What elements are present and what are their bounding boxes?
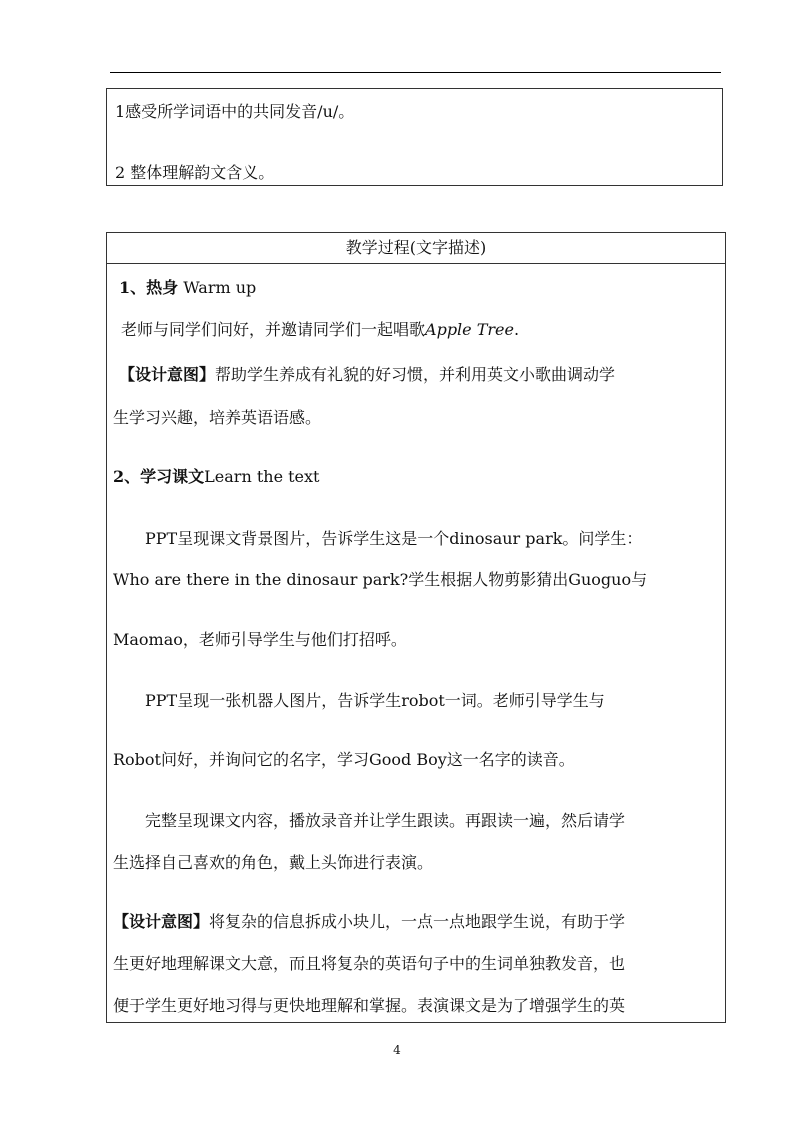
page-number: 4 [393,1043,401,1057]
learn-intent-line3: 便于学生更好地习得与更快地理解和掌握。表演课文是为了增强学生的英 [113,996,626,1015]
objective-item-1: 1感受所学词语中的共同发音/u/。 [115,102,355,121]
table-header: 教学过程(文字描述) [107,233,725,264]
learn-heading [113,464,319,487]
learn-intent-line2: 生更好地理解课文大意，而且将复杂的英语句子中的生词单独教发音，也 [113,954,626,973]
warmup-heading-num: 1、 [119,278,147,297]
warmup-intent-line2: 生学习兴趣，培养英语语感。 [113,408,322,427]
warmup-intent-line1 [119,362,615,385]
learn-heading-en: Learn the text [204,467,320,486]
learn-p1-line1: PPT呈现课文背景图片，告诉学生这是一个dinosaur park。问学生： [145,529,643,548]
song-title: Apple Tree [425,320,514,339]
learn-intent-text1: 将复杂的信息拆成小块儿，一点一点地跟学生说，有助于学 [209,912,626,931]
learn-heading-num: 2、 [113,467,141,486]
learn-heading-cn: 学习课文 [140,467,205,486]
header-rule [110,72,721,73]
warmup-text-pre: 老师与同学们问好，并邀请同学们一起唱歌 [121,320,426,339]
learn-p3-line1: 完整呈现课文内容，播放录音并让学生跟读。再跟读一遍，然后请学 [145,811,626,830]
warmup-intent-text1: 帮助学生养成有礼貌的好习惯，并利用英文小歌曲调动学 [215,365,616,384]
objective-item-2: 2 整体理解韵文含义。 [115,163,275,182]
learn-p2-line2: Robot问好，并询问它的名字，学习Good Boy这一名字的读音。 [113,750,575,769]
objectives-box [106,88,723,186]
warmup-heading-cn: 热身 [146,278,179,297]
learn-intent-line1 [113,909,625,932]
warmup-text-post: . [513,320,520,339]
teaching-process-table [106,232,726,1023]
learn-intent-label: 【设计意图】 [113,912,210,931]
learn-p1-line3: Maomao，老师引导学生与他们打招呼。 [113,630,407,649]
warmup-heading [119,275,256,298]
warmup-text [121,317,519,340]
warmup-intent-label: 【设计意图】 [119,365,216,384]
learn-p2-line1: PPT呈现一张机器人图片，告诉学生robot一词。老师引导学生与 [145,691,605,710]
learn-p3-line2: 生选择自己喜欢的角色，戴上头饰进行表演。 [113,853,434,872]
learn-p1-line2: Who are there in the dinosaur park?学生根据人物剪影猜出Guoguo与 [113,570,648,589]
warmup-heading-en: Warm up [178,278,257,297]
